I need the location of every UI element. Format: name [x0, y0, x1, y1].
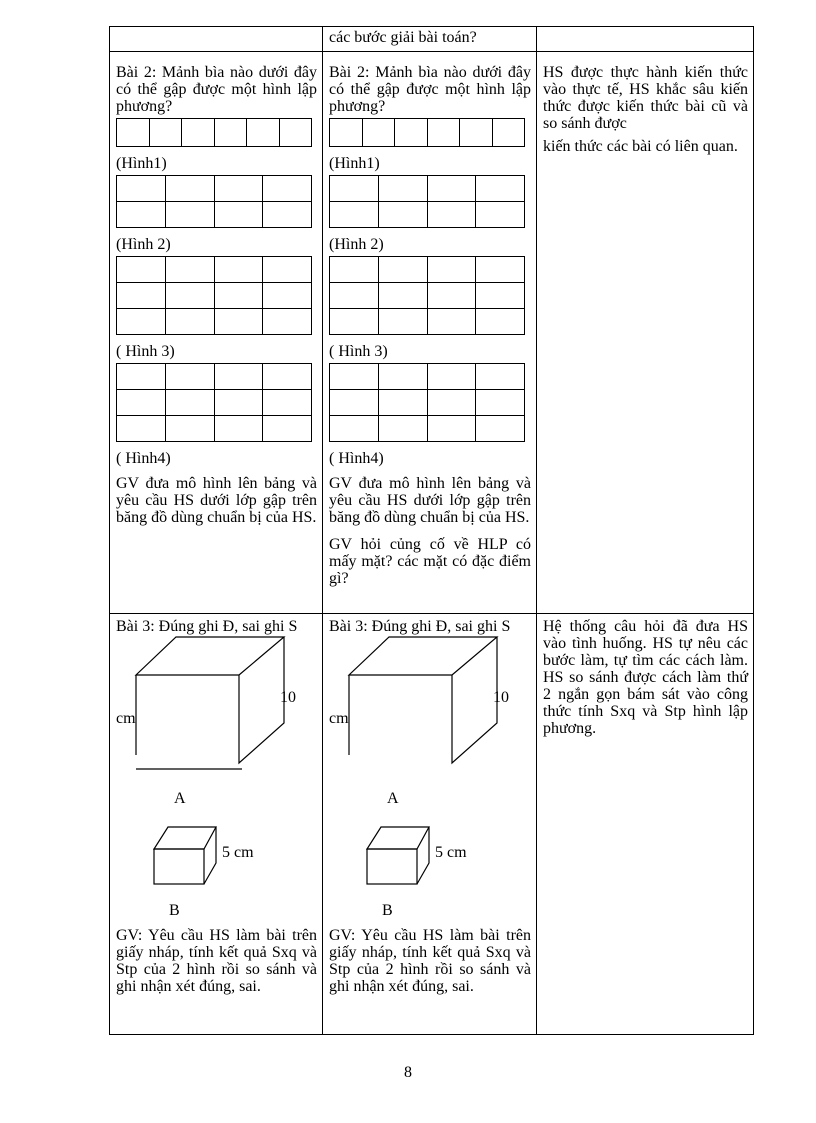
caption-hinh1-copy: (Hình1) — [329, 155, 380, 172]
top-cell-3 — [537, 27, 754, 52]
table-row-bai2 — [110, 52, 754, 614]
cube-b-top — [154, 827, 216, 849]
net-figure-1-copy — [329, 118, 525, 147]
cube-figures-copy — [329, 635, 525, 925]
bai3-title: Bài 3: Đúng ghi Đ, sai ghi S — [116, 618, 298, 635]
caption-hinh3-copy: ( Hình 3) — [329, 343, 388, 360]
label-10-copy: 10 — [493, 689, 509, 706]
net-figure-4-copy — [329, 363, 525, 442]
table-row-bai3 — [110, 614, 754, 1035]
cube-b-top-copy — [367, 827, 429, 849]
bai2-gv-text-2: GV đưa mô hình lên bảng và yêu cầu HS dưới lớp gập trên băng đồ dùng chuẩn bị của HS. — [329, 475, 531, 526]
cube-figures — [116, 635, 312, 925]
cube-b-front-copy — [367, 849, 417, 884]
bai2-gv-text: GV đưa mô hình lên bảng và yêu cầu HS dưới lớp gập trên băng đồ dùng chuẩn bị của HS. — [116, 475, 317, 526]
label-a-copy: A — [387, 790, 399, 807]
label-b: B — [169, 902, 180, 919]
net-figure-3 — [116, 256, 312, 335]
cube-a-top-copy — [349, 637, 497, 675]
bai3-col1 — [110, 614, 323, 1035]
label-5cm: 5 cm — [222, 844, 254, 861]
page-number: 8 — [404, 1064, 412, 1081]
lesson-table — [109, 26, 754, 1035]
net-figure-3-copy — [329, 256, 525, 335]
top-cell-1 — [110, 27, 323, 52]
bai3-col3-text: Hệ thống câu hỏi đã đưa HS vào tình huống. HS tự nêu các bước làm, tự tìm các cách làm. HS so sánh được cách làm thứ 2 ngắn gọn bám sát vào công thức tính Sxq và Stp hình lập phương. — [543, 618, 748, 737]
bai3-gv-text-2: GV: Yêu cầu HS làm bài trên giấy nháp, tính kết quả Sxq và Stp của 2 hình rồi so sánh và ghi nhận xét đúng, sai. — [329, 927, 531, 995]
caption-hinh1: (Hình1) — [116, 155, 167, 172]
cube-a-top — [136, 637, 284, 675]
cube-b-front — [154, 849, 204, 884]
label-10: 10 — [280, 689, 296, 706]
label-cm-copy: cm — [329, 710, 349, 727]
bai2-title: Bài 2: Mảnh bìa nào dưới đây có thể gập được một hình lập phương? — [116, 64, 317, 115]
label-b-copy: B — [382, 902, 393, 919]
bai2-col3 — [537, 52, 754, 614]
top-cell-2-text: các bước giải bài toán? — [329, 29, 477, 46]
label-cm: cm — [116, 710, 136, 727]
bai3-col3 — [537, 614, 754, 1035]
bai2-col3-text-1: HS được thực hành kiến thức vào thực tế, HS khắc sâu kiến thức được kiến thức bài cũ và so sánh được — [543, 64, 748, 132]
bai3-title-2: Bài 3: Đúng ghi Đ, sai ghi S — [329, 618, 511, 635]
bai2-gv-question: GV hỏi củng cố về HLP có mấy mặt? các mặt có đặc điểm gì? — [329, 536, 531, 587]
bai2-col3-text-2: kiến thức các bài có liên quan. — [543, 138, 738, 155]
net-figure-1 — [116, 118, 312, 147]
caption-hinh4: ( Hình4) — [116, 450, 171, 467]
caption-hinh4-copy: ( Hình4) — [329, 450, 384, 467]
net-figure-2-copy — [329, 175, 525, 228]
label-a: A — [174, 790, 186, 807]
caption-hinh2: (Hình 2) — [116, 236, 171, 253]
bai2-col1 — [110, 52, 323, 614]
net-figure-4 — [116, 363, 312, 442]
cube-b-side — [204, 827, 216, 884]
caption-hinh3: ( Hình 3) — [116, 343, 175, 360]
caption-hinh2-copy: (Hình 2) — [329, 236, 384, 253]
table-row-top — [110, 27, 754, 52]
bai3-gv-text: GV: Yêu cầu HS làm bài trên giấy nháp, tính kết quả Sxq và Stp của 2 hình rồi so sánh và ghi nhận xét đúng, sai. — [116, 927, 317, 995]
bai2-title-2: Bài 2: Mảnh bìa nào dưới đây có thể gập được một hình lập phương? — [329, 64, 531, 115]
label-5cm-copy: 5 cm — [435, 844, 467, 861]
bai2-col2 — [323, 52, 537, 614]
bai3-col2 — [323, 614, 537, 1035]
cube-b-side-copy — [417, 827, 429, 884]
net-figure-2 — [116, 175, 312, 228]
top-cell-2 — [323, 27, 537, 52]
